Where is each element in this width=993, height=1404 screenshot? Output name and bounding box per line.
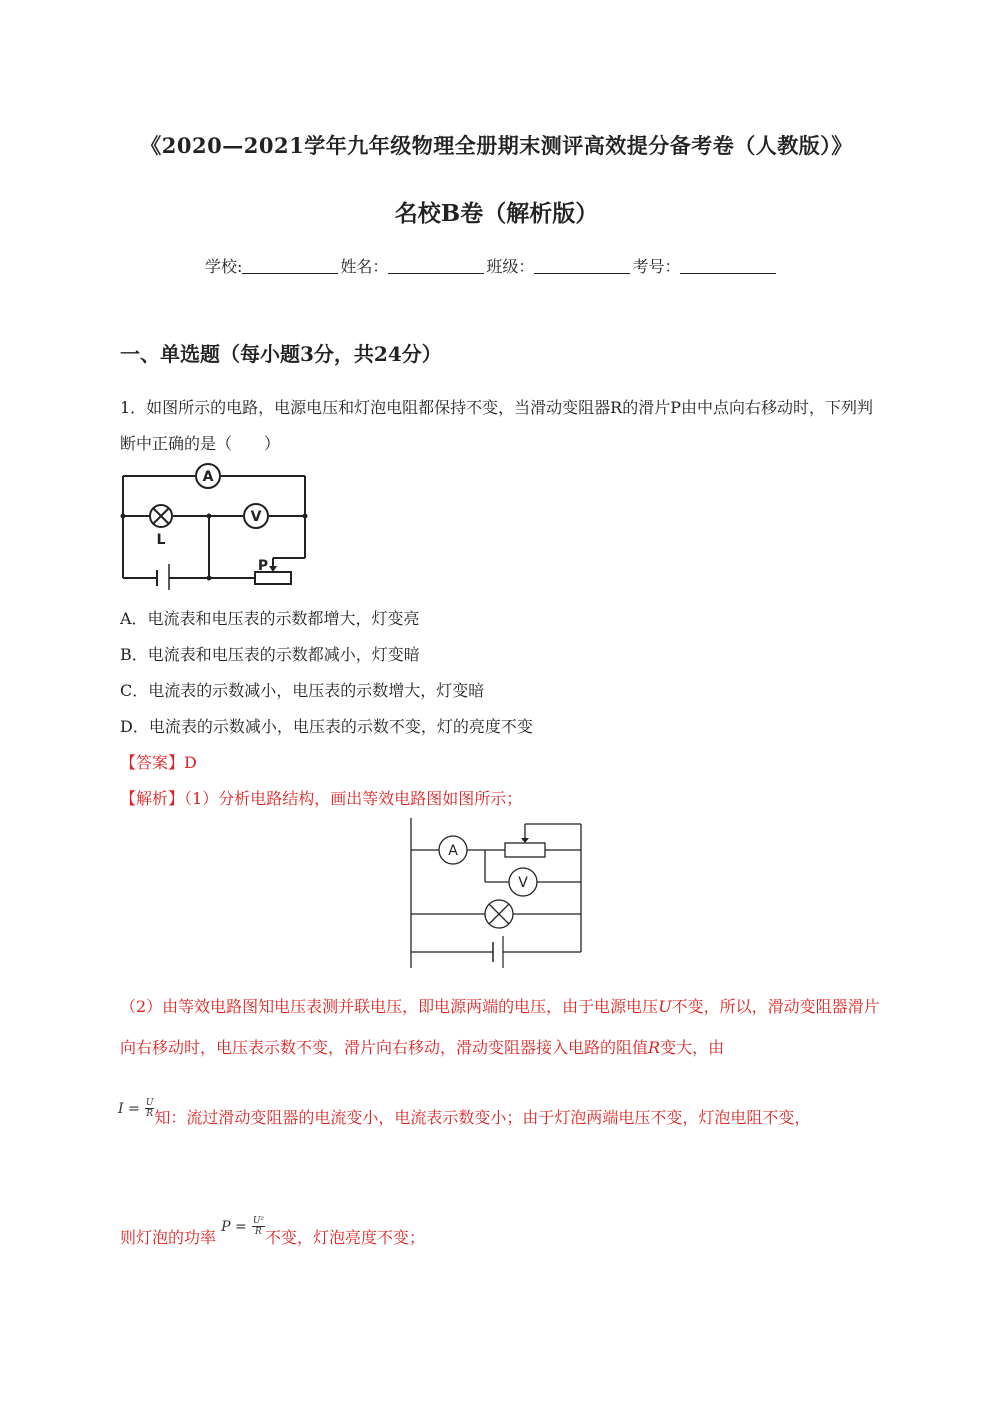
document-subtitle: 名校B卷（解析版） [394,200,599,227]
equivalent-circuit-diagram [405,818,590,970]
option-a[interactable]: A．电流表和电压表的示数都增大，灯变亮 [120,609,420,628]
answer-value: D [184,753,197,772]
student-info-fields [205,254,776,277]
class-label: 班级： [486,257,535,276]
option-d[interactable]: D．电流表的示数减小，电压表的示数不变，灯的亮度不变 [120,717,533,736]
slider-label: P [257,558,269,574]
exam-number-label: 考号： [632,257,681,276]
option-c[interactable]: C．电流表的示数减小，电压表的示数增大，灯变暗 [120,681,485,700]
analysis-line-1 [120,786,522,809]
voltmeter-symbol [244,504,268,528]
question-1-stem: 1．如图所示的电路，电源电压和灯泡电阻都保持不变，当滑动变阻器R的滑片P由中点向右移动时，下列判断中正确的是（ ） [120,398,873,453]
lamp-label: L [156,532,166,548]
voltage-symbol: U [658,997,672,1016]
document-title: 《2020—2021学年九年级物理全册期末测评高效提分备考卷（人教版）》 [140,133,853,158]
class-blank[interactable] [534,257,630,274]
answer-label: 【答案】 [120,753,185,772]
ohms-law-formula: I = $\frac{U}{R}$ [118,1098,154,1119]
school-label: 学校: [205,257,243,276]
power-formula: P = $\frac{\text{U²}}{R}$ [221,1216,265,1237]
ammeter-symbol [196,464,220,488]
voltmeter-label: V [250,509,262,525]
equiv-lamp-symbol [485,900,513,928]
equiv-voltmeter-label: V [518,875,528,891]
name-blank[interactable] [388,257,484,274]
analysis-p1: （1）分析电路结构，画出等效电路图如图所示； [184,789,523,808]
option-b[interactable]: B．电流表和电压表的示数都减小，灯变暗 [120,645,420,664]
equiv-ammeter-symbol [439,836,467,864]
lamp-symbol [150,505,172,548]
resistance-symbol: R [648,1038,661,1057]
exam-number-blank[interactable] [680,257,776,274]
equiv-ammeter-label: A [448,843,458,859]
question-1-circuit-diagram [115,460,315,590]
section-heading: 一、单选题（每小题3分，共24分） [120,342,442,366]
ammeter-label: A [202,469,214,485]
answer-line [120,750,197,773]
analysis-p4: 则灯泡的功率 P = $\frac{\text{U²}}{R}$ 不变，灯泡亮度不变； [120,1216,426,1247]
analysis-p2: （2）由等效电路图知电压表测并联电压，即电源两端的电压，由于电源电压U不变，所以，滑动变阻器滑片向右移动时，电压表示数不变，滑片向右移动，滑动变阻器接入电路的阻值R变大，由 [120,997,880,1057]
name-label: 姓名： [340,257,389,276]
equiv-voltmeter-symbol [509,868,537,896]
analysis-p3: I = $\frac{U}{R}$ 知：流过滑动变阻器的电流变小，电流表示数变小；由于灯泡两端电压不变，灯泡电阻不变， [118,1098,811,1127]
analysis-label: 【解析】 [120,789,185,808]
school-blank[interactable] [242,257,338,274]
